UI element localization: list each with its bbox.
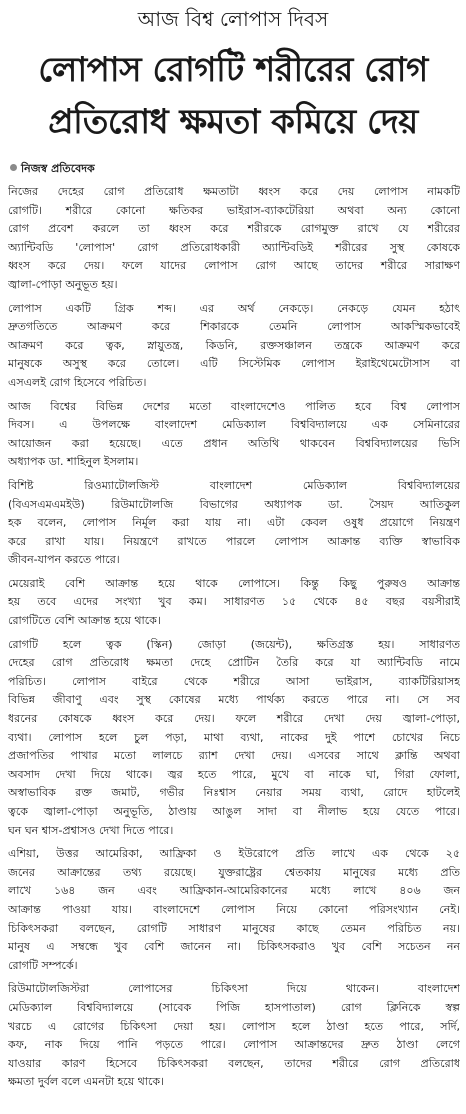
paragraph-line: লোপাস একটি গ্রিক শব্দ। এর অর্থ নেকড়ে। নেকড়ে যেমন হঠাৎ — [8, 301, 460, 315]
paragraph-line: ঘন ঘন শ্বাস-প্রশ্বাসও দেখা দিতে পারে। — [8, 823, 174, 837]
paragraph-line: যাওয়ার কারণ হিসেবে চিকিৎসকরা বলছেন, তাদের শরীরে রোগ প্রতিরোধ — [8, 1056, 460, 1070]
paragraph-line: খরচে এ রোগের চিকিৎসা দেয়া হয়। লোপাস হলে ঠাণ্ডা হতে পারে, সর্দি, — [8, 1019, 460, 1033]
paragraph-line: আজ বিশ্বের বিভিন্ন দেশের মতো বাংলাদেশেও পালিত হবে বিশ্ব লোপাস — [8, 399, 460, 413]
paragraph-line: করে রাখা যায়। নিয়ন্ত্রণে রাখতে পারলে লোপাস আক্রান্ত ব্যক্তি স্বাভাবিক — [8, 534, 460, 548]
paragraph-line: ক্ষমতা দুর্বল বলে এমনটা হয়ে থাকে। — [8, 1075, 165, 1089]
paragraph-line: মেয়েরাই বেশি আক্রান্ত হয়ে থাকে লোপাসে। কিন্তু কিছু পুরুষও আক্রান্ত — [8, 576, 460, 590]
paragraph-line: এশিয়া, উত্তর আমেরিকা, আফ্রিকা ও ইউরোপে প্রতি লাখে এক থেকে ২৫ — [8, 847, 460, 861]
paragraph-line: ব্যথা। লোপাস হলে চুল পড়া, মাথা ব্যথা, নাকের দুই পাশে চোখের নিচে — [8, 730, 460, 744]
paragraph-line: রোগ প্রবেশ করলে তা ধ্বংস করে শরীরকে রোগমুক্ত রাখে যে শরীরের — [8, 222, 460, 236]
paragraph-line: অবসাদ দেখা দিয়ে থাকে। জ্বর হতে পারে, মুখে বা নাকে ঘা, গিরা ফোলা, — [8, 767, 460, 781]
paragraph — [8, 398, 460, 472]
paragraph-line: বিভিন্ন জীবাণু এবং সুস্থ কোষের মধ্যে পার্থক্য করতে পারে না। সে সব — [8, 693, 460, 707]
article-body — [8, 183, 460, 1097]
paragraph-line: রোগটিতে বেশি আক্রান্ত হয়ে থাকে। — [8, 614, 161, 628]
paragraph-line: চিকিৎসকরা বলছেন, রোগটি সাধারণ মানুষের কাছে তেমন পরিচিত নয়। — [8, 921, 460, 935]
paragraph-line: অধ্যাপক ডা. শাহিনুল ইসলাম। — [8, 455, 139, 469]
paragraph-line: পরিচিত। লোপাস বাইরে থেকে শরীরে আসা ভাইরাস, ব্যাকটিরিয়াসহ — [8, 674, 460, 688]
paragraph-line: (বিএসএমএমইউ) রিউমাটোলজি বিভাগের অধ্যাপক ডা. সৈয়দ আতিকুল — [8, 497, 460, 511]
paragraph-line: ধরনের কোষকে ধ্বংস করে দেয়। ফলে শরীরে দেখা দেয় জ্বালা-পোড়া, — [8, 712, 460, 726]
paragraph-line: আক্রান্ত পাওয়া যায়। বাংলাদেশে লোপাস নিয়ে কোনো পরিসংখ্যান নেই। — [8, 902, 460, 916]
bullet-dot-icon — [10, 164, 17, 171]
paragraph-line: মানুষ এ সম্বন্ধে খুব বেশি জানেন না। চিকিৎসকরাও খুব বেশি সচেতন নন — [8, 940, 460, 954]
headline — [0, 44, 466, 148]
paragraph — [8, 845, 460, 975]
paragraph — [8, 477, 460, 570]
headline-line-2: প্রতিরোধ ক্ষমতা কমিয়ে দেয় — [48, 102, 418, 142]
paragraph-line: অস্বাভাবিক রক্ত জমাট, গভীর নিঃশ্বাস নেয়ার সময় ব্যথা, রোদে হাটলেই — [8, 786, 460, 800]
paragraph-line: দেহের রোগ প্রতিরোধ ক্ষমতা দেহে প্রোটিন তৈরি করে যা অ্যান্টিবডি নামে — [8, 656, 460, 670]
paragraph-line: বিশিষ্ট রিওম্যাটোলজিস্ট বাংলাদেশ মেডিক্যাল বিশ্ববিদ্যালয়ের — [8, 478, 460, 492]
paragraph — [8, 183, 460, 295]
paragraph-line: জ্বালা-পোড়া অনুভূত হয়। — [8, 277, 118, 291]
paragraph-line: লাখে ১৬৪ জন এবং আফ্রিকান-আমেরিকানের মধ্যে লাখে ৪০৬ জন — [8, 884, 460, 898]
byline — [10, 160, 95, 178]
paragraph-line: আয়োজন করা হয়েছে। এতে প্রধান অতিথি থাকবেন বিশ্ববিদ্যালয়ের ভিসি — [8, 436, 460, 450]
paragraph-line: আক্রমণ করে ত্বক, স্নায়ুতন্ত্র, কিডনি, রক্তসঞ্চালন তন্ত্রকে আক্রমণ করে — [8, 338, 460, 352]
paragraph-line: রোগটি হলে ত্বক (স্কিন) জোড়া (জয়েন্ট), ক্ষতিগ্রস্ত হয়। সাধারণত — [8, 637, 460, 651]
paragraph-line: রোগটি। শরীরে কোনো ক্ষতিকর ভাইরাস-ব্যাকটেরিয়া অথবা অন্য কোনো — [8, 203, 460, 217]
paragraph-line: মেডিক্যাল বিশ্ববিদ্যালয়ে (সাবেক পিজি হাসপাতাল) রোগ ক্লিনিকে স্বল্প — [8, 1000, 460, 1014]
paragraph-line: এসএলই রোগ হিসেবে পরিচিত। — [8, 375, 147, 389]
paragraph-line: ধ্বংস করে দেয়। ফলে যাদের লোপাস রোগ আছে তাদের শরীরে সারাক্ষণ — [8, 259, 460, 273]
paragraph-line: কফ, নাক দিয়ে পানি পড়তে পারে। লোপাস আক্রান্তদের দ্রুত ঠাণ্ডা লেগে — [8, 1038, 460, 1052]
paragraph-line: মানুষকে অসুস্থ করে তোলে। এটি সিস্টেমিক লোপাস ইরাইথেমেটোসাস বা — [8, 357, 460, 371]
paragraph — [8, 300, 460, 393]
paragraph-line: হয় তবে এদের সংখ্যা খুব কম। সাধারণত ১৫ থেকে ৪৫ বছর বয়সীরাই — [8, 595, 460, 609]
paragraph-line: জনের আক্রান্তের তথ্য রয়েছে। যুক্তরাষ্ট্রের শ্বেতকায় মানুষের মধ্যে প্রতি — [8, 865, 460, 879]
paragraph-line: অ্যান্টিবডি 'লোপাস' রোগ প্রতিরোধকারী অ্যান্টিবডিই শরীরের সুস্থ কোষকে — [8, 240, 460, 254]
paragraph-line: দ্রুতগতিতে আক্রমণ করে শিকারকে তেমনি লোপাস আকস্মিকভাবেই — [8, 320, 460, 334]
paragraph-line: রিউমাটোলজিস্টরা লোপাসের চিকিৎসা দিয়ে থাকেন। বাংলাদেশ — [8, 982, 460, 996]
paragraph-line: নিজের দেহের রোগ প্রতিরোধ ক্ষমতাটা ধ্বংস করে দেয় লোপাস নামকটি — [8, 185, 460, 198]
paragraph-line: ত্বকে জ্বালা-পোড়া অনুভূতি, ঠাণ্ডায় আঙুল সাদা বা নীলাভ হয়ে যেতে পারে। — [8, 805, 460, 818]
paragraph — [8, 980, 460, 1092]
paragraph — [8, 636, 460, 841]
kicker-line: আজ বিশ্ব লোপাস দিবস — [137, 7, 329, 31]
paragraph-line: দিবস। এ উপলক্ষে বাংলাদেশ মেডিক্যাল বিশ্ববিদ্যালয়ে এক সেমিনারের — [8, 418, 460, 432]
paragraph — [8, 575, 460, 631]
headline-line-1: লোপাস রোগটি শরীরের রোগ — [38, 50, 428, 90]
byline-text: নিজস্ব প্রতিবেদক — [21, 162, 95, 175]
paragraph-line: প্রজাপতির পাখার মতো লালচে র‍্যাশ দেখা দেয়। এসবের সাথে ক্লান্তি অথবা — [8, 749, 460, 763]
paragraph-line: হক বলেন, লোপাস নির্মূল করা যায় না। এটা কেবল ওষুধ প্রয়োগে নিয়ন্ত্রণ — [8, 516, 460, 530]
paragraph-line: জীবন-যাপন করতে পারে। — [8, 553, 120, 567]
paragraph-line: রোগটি সম্পর্কে। — [8, 958, 78, 972]
